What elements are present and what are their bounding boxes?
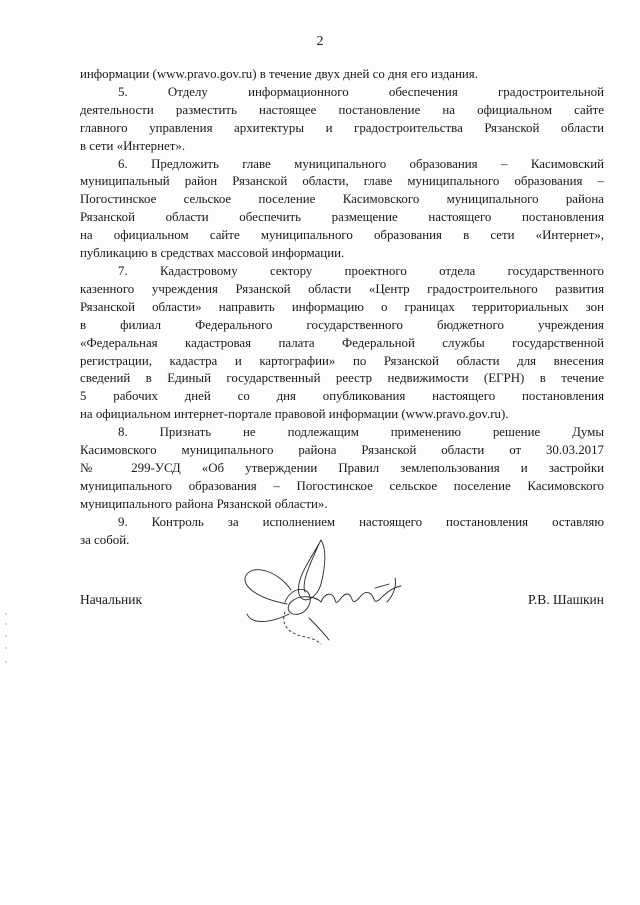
- text-line: муниципальный район Рязанской области, главе муниципального образования –: [80, 174, 604, 189]
- text-line: 5 рабочих дней со дня опубликования настоящего постановления: [80, 389, 604, 404]
- text-line: информации (www.pravo.gov.ru) в течение двух дней со дня его издания.: [80, 67, 478, 81]
- text-line: на официальном интернет-портале правовой информации (www.pravo.gov.ru).: [80, 407, 509, 422]
- text-line: муниципального района Рязанской области».: [80, 496, 328, 511]
- text-line: деятельности разместить настоящее постановление на официальном сайте: [80, 102, 604, 117]
- signatory-name: Р.В. Шашкин: [528, 592, 604, 607]
- text-line: 7. Кадастровому сектору проектного отдела государственного: [118, 263, 604, 278]
- text-line: 8. Признать не подлежащим применению решение Думы: [118, 425, 604, 440]
- text-line: на официальном сайте муниципального образования в сети «Интернет»,: [80, 228, 604, 243]
- text-line: сведений в Единый государственный реестр недвижимости (ЕГРН) в течение: [80, 371, 604, 386]
- text-line: Касимовского муниципального района Рязанской области от 30.03.2017: [80, 443, 604, 458]
- text-line: в сети «Интернет».: [80, 138, 186, 153]
- text-line: 5. Отделу информационного обеспечения градостроительной: [118, 84, 604, 99]
- text-line: 9. Контроль за исполнением настоящего постановления оставляю: [118, 514, 604, 529]
- text-line: за собой.: [80, 532, 130, 547]
- position-label: Начальник: [80, 592, 143, 607]
- document-body: [80, 66, 604, 549]
- text-line: Рязанской области обеспечить размещение настоящего постановления: [80, 210, 604, 225]
- text-line: Рязанской области» направить информацию о границах территориальных зон: [80, 299, 604, 314]
- handwritten-signature: [225, 528, 430, 648]
- text-line: казенного учреждения Рязанской области «Центр градостроительного развития: [80, 281, 604, 296]
- text-line: № 299-УСД «Об утверждении Правил землепользования и застройки: [80, 460, 604, 475]
- text-line: «Федеральная кадастровая палата Федеральной службы государственной: [80, 335, 604, 350]
- text-line: регистрации, кадастра и картографии» по Рязанской области для внесения: [80, 353, 604, 368]
- signature-block: [80, 592, 604, 612]
- text-line: главного управления архитектуры и градостроительства Рязанской области: [80, 120, 604, 135]
- text-line: Погостинское сельское поселение Касимовского муниципального района: [80, 192, 604, 207]
- text-line: муниципального образования – Погостинское сельское поселение Касимовского: [80, 478, 604, 493]
- text-line: 6. Предложить главе муниципального образования – Касимовский: [118, 156, 604, 171]
- text-line: публикацию в средствах массовой информации.: [80, 246, 345, 261]
- text-line: в филиал Федерального государственного бюджетного учреждения: [80, 317, 604, 332]
- page-number: 2: [316, 34, 324, 49]
- margin-marks: [4, 610, 8, 670]
